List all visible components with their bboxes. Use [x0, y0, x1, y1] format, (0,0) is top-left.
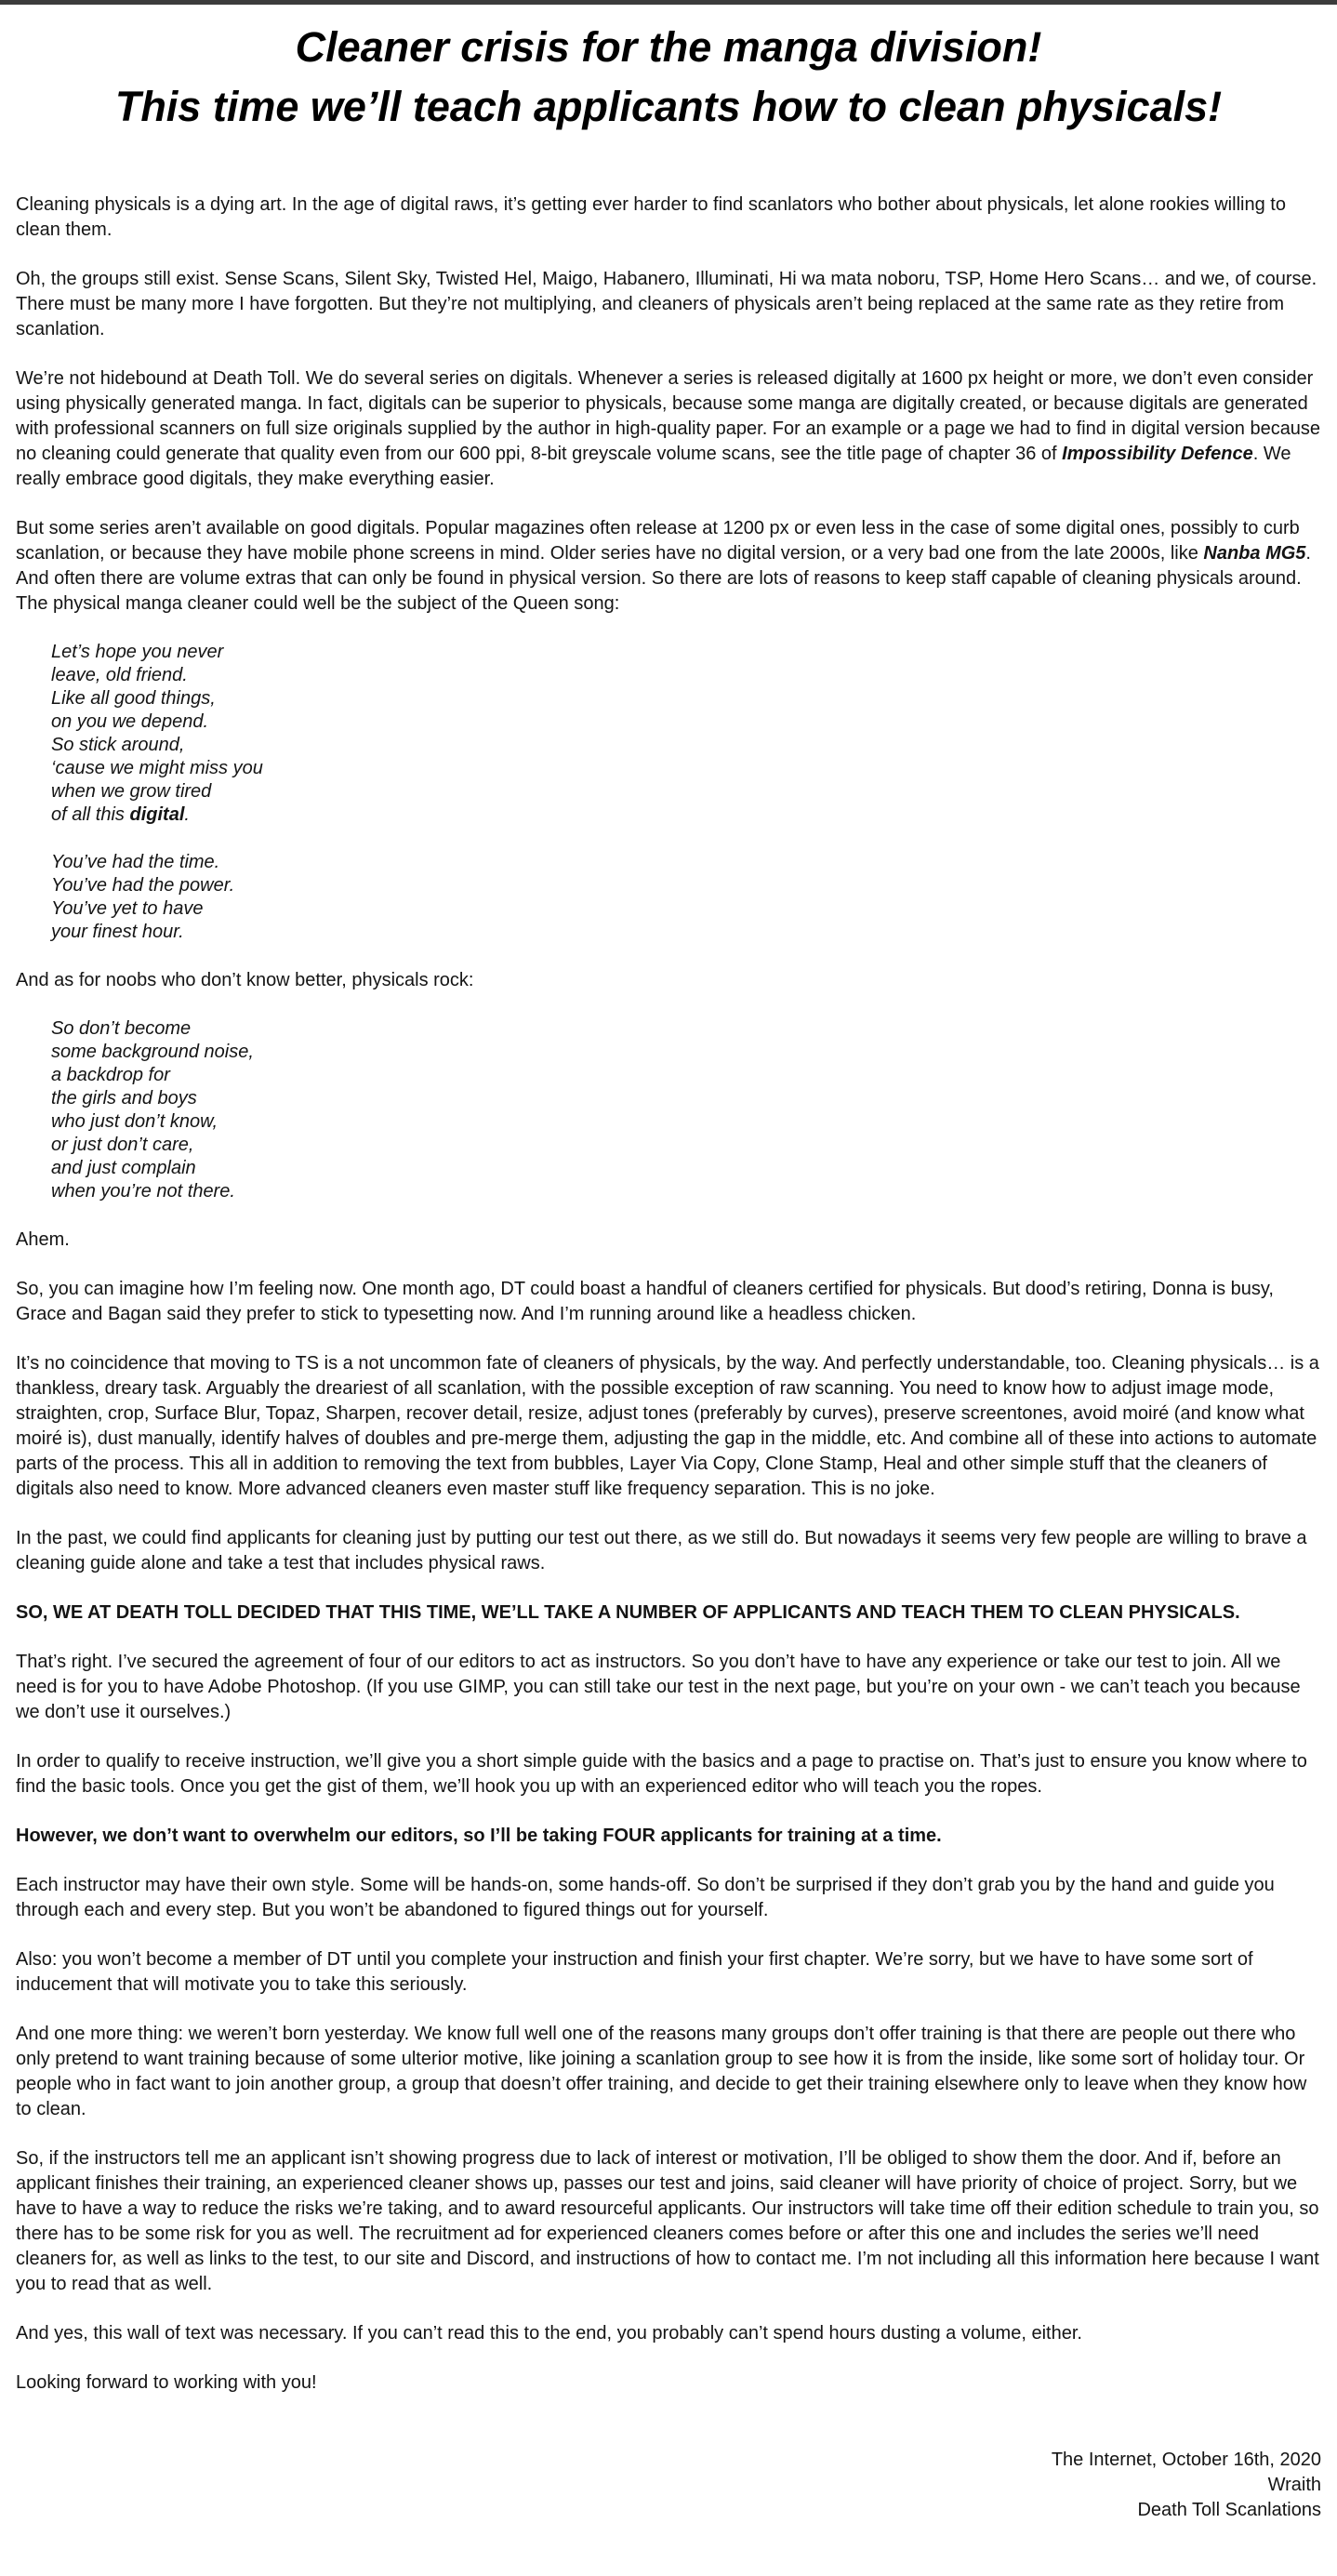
poem-line: You’ve had the power.: [51, 875, 235, 896]
signoff-line-group: Death Toll Scanlations: [1137, 2500, 1321, 2520]
paragraph: Looking forward to working with you!: [16, 2372, 317, 2393]
poem-line: So stick around,: [51, 735, 185, 755]
poem-line: Let’s hope you never: [51, 642, 224, 662]
poem-line: who just don’t know,: [51, 1111, 218, 1132]
signoff-line-date: The Internet, October 16th, 2020: [1051, 2450, 1321, 2470]
poem-line: the girls and boys: [51, 1088, 197, 1109]
poem-stanza: [51, 1017, 1321, 1203]
paragraph: Ahem.: [16, 1229, 70, 1250]
paragraph: Oh, the groups still exist. Sense Scans, Silent Sky, Twisted Hel, Maigo, Habanero, Illuminati, Hi wa mata noboru, TSP, Home Hero Scans… and we, of course. There must be many more I have forgotten. But they’re not multiplying, and cleaners of physicals aren’t being replaced at the same rate as they retire from scanlation.: [16, 269, 1317, 339]
poem-line: of all this digital.: [51, 804, 190, 825]
poem-line: on you we depend.: [51, 711, 209, 732]
paragraph: That’s right. I’ve secured the agreement of four of our editors to act as instructors. So you don’t have to have any experience or take our test to join. All we need is for you to have Adobe Photoshop. (If you use GIMP, you can still take our test in the next page, but you’re on your own - we can’t teach you because we don’t use it ourselves.): [16, 1652, 1301, 1722]
title-line-1: Cleaner crisis for the manga division!: [295, 23, 1042, 71]
signoff-line-author: Wraith: [1267, 2475, 1321, 2495]
poem-line: when we grow tired: [51, 781, 212, 802]
paragraph: So, you can imagine how I’m feeling now. One month ago, DT could boast a handful of cleaners certified for physicals. But dood’s retiring, Donna is busy, Grace and Bagan said they prefer to stick to typesetting now. And I’m running around like a headless chicken.: [16, 1279, 1274, 1324]
poem-line: ‘cause we might miss you: [51, 758, 263, 778]
emphasized-text: Nanba MG5: [1203, 543, 1306, 564]
poem-line: when you’re not there.: [51, 1181, 235, 1202]
poem-line: You’ve had the time.: [51, 852, 220, 872]
poem-line: and just complain: [51, 1158, 196, 1178]
paragraph-emphasis: SO, WE AT DEATH TOLL DECIDED THAT THIS TIME, WE’LL TAKE A NUMBER OF APPLICANTS AND TEACH THEM TO CLEAN PHYSICALS.: [16, 1602, 1240, 1623]
document-body: [0, 5, 1337, 2551]
paragraph: Also: you won’t become a member of DT until you complete your instruction and finish your first chapter. We’re sorry, but we have to have some sort of inducement that will motivate you to take this seriously.: [16, 1949, 1253, 1995]
paragraph: Each instructor may have their own style. Some will be hands-on, some hands-off. So don’t be surprised if they don’t grab you by the hand and guide you through each and every step. But you won’t be abandoned to figured things out for yourself.: [16, 1875, 1275, 1920]
paragraph: But some series aren’t available on good digitals. Popular magazines often release at 1200 px or even less in the case of some digital ones, possibly to curb scanlation, or because they have mobile phone screens in mind. Older series have no digital version, or a very bad one from the late 2000s, like Nanba MG5. And often there are volume extras that can only be found in physical version. So there are lots of reasons to keep staff capable of cleaning physicals around. The physical manga cleaner could well be the subject of the Queen song:: [16, 518, 1311, 614]
document-content: [16, 193, 1321, 2396]
signoff: [16, 2448, 1321, 2523]
paragraph: Cleaning physicals is a dying art. In the age of digital raws, it’s getting ever harder to find scanlators who bother about physicals, let alone rookies willing to clean them.: [16, 194, 1286, 240]
emphasized-text: digital: [129, 804, 185, 825]
poem-line: some background noise,: [51, 1042, 254, 1062]
page-title: [16, 18, 1321, 137]
poem-line: You’ve yet to have: [51, 898, 204, 919]
poem-line: or just don’t care,: [51, 1135, 194, 1155]
emphasized-text: Impossibility Defence: [1062, 444, 1253, 464]
poem-stanza: [51, 641, 1321, 827]
paragraph: And one more thing: we weren’t born yesterday. We know full well one of the reasons many groups don’t offer training is that there are people out there who only pretend to want training because of some ulterior motive, like joining a scanlation group to see how it is from the inside, like some sort of holiday tour. Or people who in fact want to join another group, a group that doesn’t offer training, and decide to get their training elsewhere only to leave when they know how to clean.: [16, 2024, 1307, 2119]
paragraph: It’s no coincidence that moving to TS is a not uncommon fate of cleaners of physicals, by the way. And perfectly understandable, too. Cleaning physicals… is a thankless, dreary task. Arguably the dreariest of all scanlation, with the possible exception of raw scanning. You need to know how to adjust image mode, straighten, crop, Surface Blur, Topaz, Sharpen, recover detail, resize, adjust tones (preferably by curves), preserve screentones, avoid moiré (and know what moiré is), dust manually, identify halves of doubles and pre-merge them, adjusting the gap in the middle, etc. And combine all of these into actions to automate parts of the process. This all in addition to removing the text from bubbles, Layer Via Copy, Clone Stamp, Heal and other simple stuff that the cleaners of digitals also need to know. More advanced cleaners even master stuff like frequency separation. This is no joke.: [16, 1353, 1319, 1499]
paragraph-emphasis: However, we don’t want to overwhelm our editors, so I’ll be taking FOUR applicants for training at a time.: [16, 1826, 942, 1846]
poem-stanza: [51, 851, 1321, 944]
poem-line: Like all good things,: [51, 688, 216, 709]
title-line-2: This time we’ll teach applicants how to clean physicals!: [114, 83, 1223, 130]
paragraph: So, if the instructors tell me an applicant isn’t showing progress due to lack of interest or motivation, I’ll be obliged to show them the door. And if, before an applicant finishes their training, an experienced cleaner shows up, passes our test and joins, said cleaner will have priority of choice of project. Sorry, but we have to have a way to reduce the risks we’re taking, and to award resourceful applicants. Our instructors will take time off their edition schedule to train you, so there has to be some risk for you as well. The recruitment ad for experienced cleaners comes before or after this one and includes the series we’ll need cleaners for, as well as links to the test, to our site and Discord, and instructions of how to contact me. I’m not including all this information here because I want you to read that as well.: [16, 2148, 1319, 2294]
poem-line: a backdrop for: [51, 1065, 170, 1085]
paragraph: In order to qualify to receive instruction, we’ll give you a short simple guide with the basics and a page to practise on. That’s just to ensure you know where to find the basic tools. Once you get the gist of them, we’ll hook you up with an experienced editor who will teach you the ropes.: [16, 1751, 1307, 1797]
poem-line: leave, old friend.: [51, 665, 188, 685]
paragraph: In the past, we could find applicants for cleaning just by putting our test out there, as we still do. But nowadays it seems very few people are willing to brave a cleaning guide alone and take a test that includes physical raws.: [16, 1528, 1307, 1573]
paragraph: And yes, this wall of text was necessary. If you can’t read this to the end, you probably can’t spend hours dusting a volume, either.: [16, 2323, 1082, 2344]
poem-line: So don’t become: [51, 1018, 192, 1039]
paragraph: We’re not hidebound at Death Toll. We do several series on digitals. Whenever a series is released digitally at 1600 px height or more, we don’t even consider using physically generated manga. In fact, digitals can be superior to physicals, because some manga are digitally created, or because digitals are generated with professional scanners on full size originals supplied by the author in high-quality paper. For an example or a page we had to find in digital version because no cleaning could generate that quality even from our 600 ppi, 8-bit greyscale volume scans, see the title page of chapter 36 of Impossibility Defence. We really embrace good digitals, they make everything easier.: [16, 368, 1321, 489]
paragraph: And as for noobs who don’t know better, physicals rock:: [16, 970, 474, 990]
poem-line: your finest hour.: [51, 922, 184, 942]
